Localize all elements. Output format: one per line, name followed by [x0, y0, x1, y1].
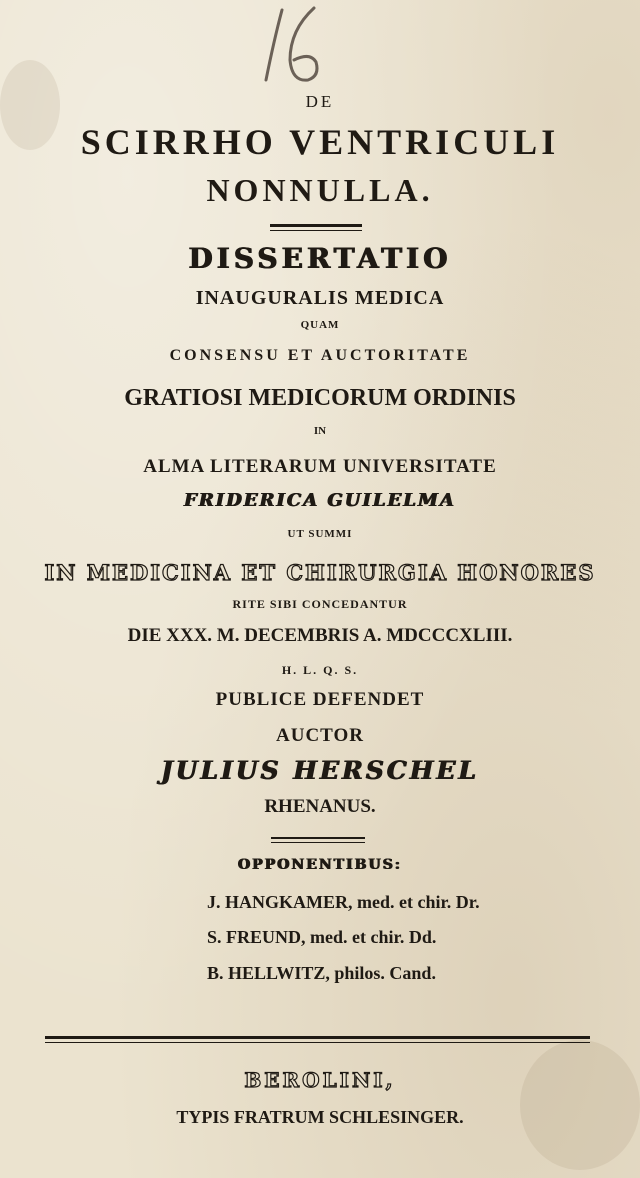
city-line: BEROLINI,: [244, 1068, 396, 1092]
title-de: DE: [305, 92, 335, 111]
author-name: JULIUS HERSCHEL: [160, 756, 480, 785]
publice-line: PUBLICE DEFENDET: [215, 689, 425, 710]
paper-stain: [520, 1040, 640, 1170]
ut-summi-line: UT SUMMI: [287, 528, 353, 540]
divider-double-top: [271, 837, 365, 839]
divider-double-bottom: [271, 842, 365, 843]
die-line: DIE XXX. M. DECEMBRIS A. MDCCCXLIII.: [127, 625, 513, 646]
quam-line: QUAM: [300, 319, 340, 331]
divider-short-thin: [270, 230, 362, 231]
auctor-line: AUCTOR: [276, 725, 364, 746]
in-medicina-line: IN MEDICINA ET CHIRURGIA HONORES: [44, 560, 596, 585]
opponentibus-heading: OPPONENTIBUS:: [238, 857, 402, 873]
friderica-line: FRIDERICA GUILELMA: [184, 490, 456, 511]
opponent-1: J. HANGKAMER, med. et chir. Dr.: [207, 892, 480, 912]
title-line-1: SCIRRHO VENTRICULI: [80, 122, 560, 162]
inauguralis-line: INAUGURALIS MEDICA: [195, 287, 445, 309]
rite-line: RITE SIBI CONCEDANTUR: [232, 597, 408, 611]
opponent-3: B. HELLWITZ, philos. Cand.: [207, 963, 436, 983]
handwritten-mark-icon: [230, 0, 340, 90]
hlqs-line: H. L. Q. S.: [281, 663, 359, 677]
divider-short: [270, 224, 362, 227]
consensu-line: CONSENSU ET AUCTORITATE: [169, 347, 471, 364]
alma-line: ALMA LITERARUM UNIVERSITATE: [143, 456, 497, 477]
opponent-2: S. FREUND, med. et chir. Dd.: [207, 927, 437, 947]
printer-line: TYPIS FRATRUM SCHLESINGER.: [176, 1107, 464, 1127]
bottom-rule-thin: [45, 1042, 590, 1043]
gratiosi-line: GRATIOSI MEDICORUM ORDINIS: [124, 385, 516, 411]
title-line-2: NONNULLA.: [206, 172, 434, 208]
in-line: IN: [313, 425, 327, 437]
bottom-rule-thick: [45, 1036, 590, 1039]
rhenanus-line: RHENANUS.: [264, 796, 376, 817]
dissertatio-heading: DISSERTATIO: [188, 242, 452, 275]
